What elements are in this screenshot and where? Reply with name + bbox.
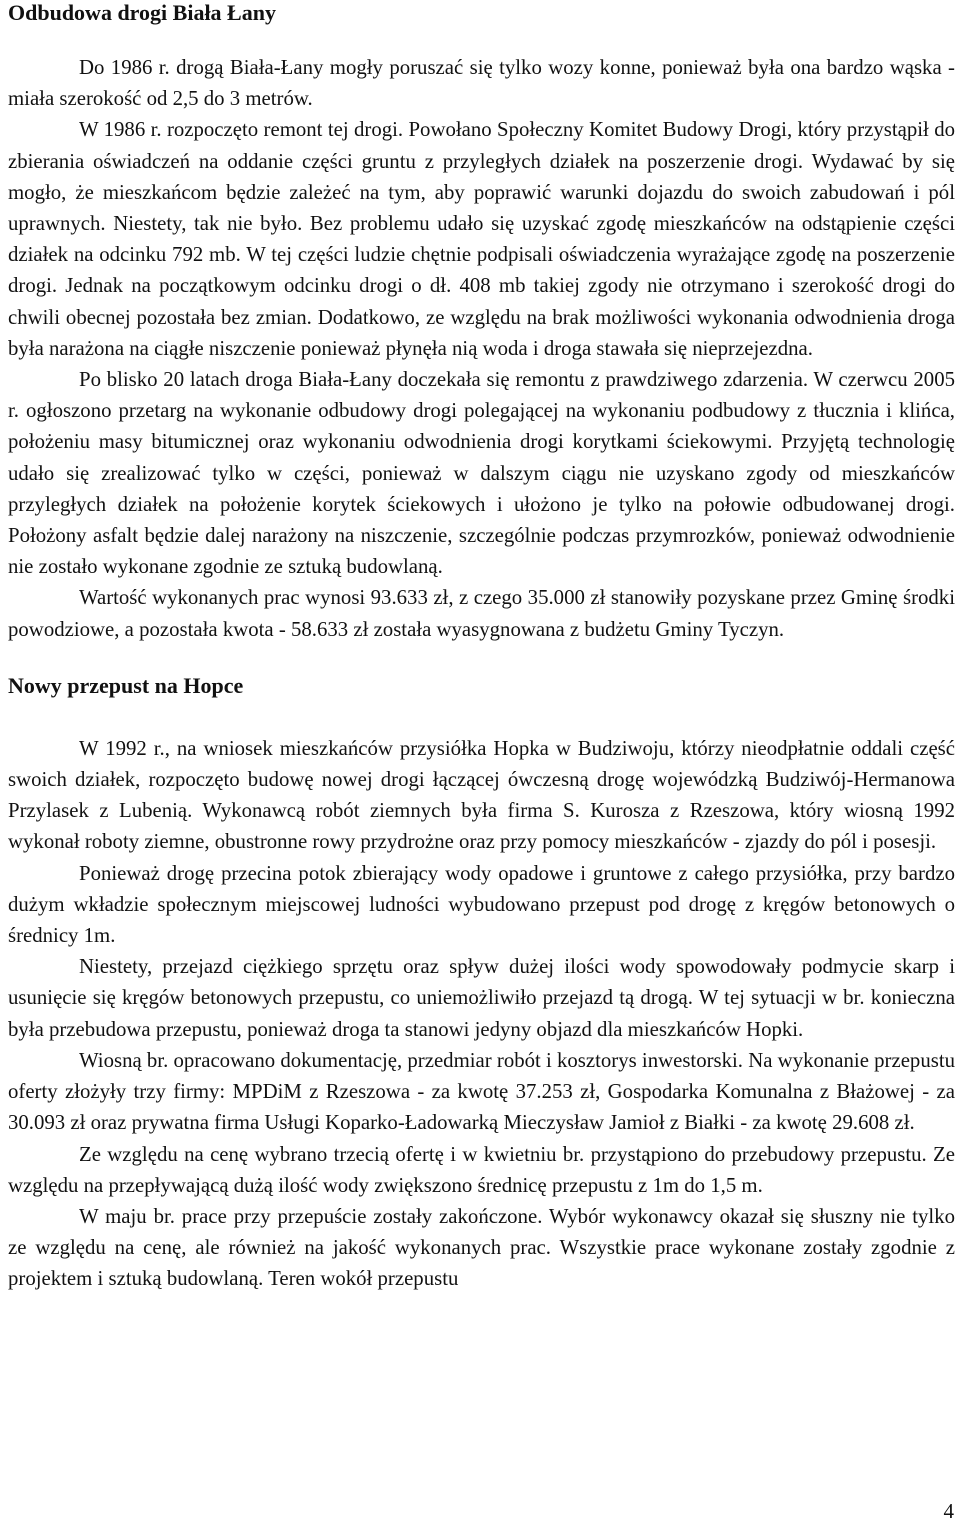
document-page [8,0,955,1295]
paragraph: Ze względu na cenę wybrano trzecią ofertę i w kwietniu br. przystąpiono do przebudowy przepustu. Ze względu na przepływającą dużą ilość wody zwiększono średnicę przepustu z 1m do 1,5 m. [8,1142,955,1197]
paragraph: Niestety, przejazd ciężkiego sprzętu oraz spływ dużej ilości wody spowodowały podmycie skarp i usunięcie się kręgów betonowych przepustu, co uniemożliwiło przejazd tą drogą. W tej sytuacji w br. konieczna była przebudowa przepustu, ponieważ droga ta stanowi jedyny objazd dla mieszkańców Hopki. [8,955,955,1041]
paragraph: W 1986 r. rozpoczęto remont tej drogi. Powołano Społeczny Komitet Budowy Drogi, który przystąpił do zbierania oświadczeń na oddanie części gruntu z przyległych działek na poszerzenie drogi. Wydawać by się mogło, że mieszkańcom będzie zależeć na tym, aby poprawić warunki dojazdu do swoich zabudowań i pól uprawnych. Niestety, tak nie było. Bez problemu udało się uzyskać zgodę mieszkańców na odstąpienie części działek na odcinku 792 mb. W tej części ludzie chętnie podpisali oświadczenia wyrażające zgodę na poszerzenie drogi. Jednak na początkowym odcinku drogi o dł. 408 mb takiej zgody nie otrzymano i szerokość drogi do chwili obecnej pozostała bez zmian. Dodatkowo, ze względu na brak możliwości wykonania odwodnienia droga była narażona na ciągłe niszczenie ponieważ płynęła nią woda i droga stawała się nieprzejezdna. [8,118,955,360]
paragraph: Po blisko 20 latach droga Biała-Łany doczekała się remontu z prawdziwego zdarzenia. W czerwcu 2005 r. ogłoszono przetarg na wykonanie odbudowy drogi polegającej na wykonaniu podbudowy z tłucznia i klińca, położeniu masy bitumicznej oraz wykonaniu odwodnienia drogi korytkami ściekowymi. Przyjętą technologię udało się zrealizować tylko w części, ponieważ w dalszym ciągu nie uzyskano zgody od mieszkańców przyległych działek na położenie korytek ściekowych i ułożono je tylko na połowie odbudowanej drogi. Położony asfalt będzie dalej narażony na niszczenie, szczególnie podczas przymrozków, ponieważ odwodnienie nie zostało wykonane zgodnie ze sztuką budowlaną. [8,368,955,579]
paragraph: Wartość wykonanych prac wynosi 93.633 zł, z czego 35.000 zł stanowiły pozyskane przez Gminę środki powodziowe, a pozostała kwota - 58.633 zł została wyasygnowana z budżetu Gminy Tyczyn. [8,586,955,641]
section-title-culvert-hopka: Nowy przepust na Hopce [8,672,244,698]
paragraph: Ponieważ drogę przecina potok zbierający wody opadowe i gruntowe z całego przysiółka, przy bardzo dużym wkładzie społecznym miejscowej ludności wybudowano przepust pod drogę z kręgów betonowych o średnicy 1m. [8,861,955,948]
paragraph: Wiosną br. opracowano dokumentację, przedmiar robót i kosztorys inwestorski. Na wykonanie przepustu oferty złożyły trzy firmy: MPDiM z Rzeszowa - za kwotę 37.253 zł, Gospodarka Komunalna z Błażowej - za 30.093 zł oraz prywatna firma Usługi Koparko-Ładowarką Mieczysław Jamioł z Białki - za kwotę 29.608 zł. [8,1048,955,1135]
page-number: 4 [943,1499,954,1523]
paragraph: W maju br. prace przy przepuście zostały zakończone. Wybór wykonawcy okazał się słuszny nie tylko ze względu na cenę, ale również na jakość wykonanych prac. Wszystkie prace wykonane zostały zgodnie z projektem i sztuką budowlaną. Teren wokół przepustu [8,1204,955,1291]
paragraph: Do 1986 r. drogą Biała-Łany mogły poruszać się tylko wozy konne, ponieważ była ona bardzo wąska - miała szerokość od 2,5 do 3 metrów. [8,56,955,111]
section-title-road-biala-lany: Odbudowa drogi Biała Łany [8,0,276,25]
paragraph: W 1992 r., na wniosek mieszkańców przysiółka Hopka w Budziwoju, którzy nieodpłatnie oddali część swoich działek, rozpoczęto budowę nowej drogi łączącej ówczesną drogę wojewódzką Budziwój-Hermanowa Przylasek z Lubenią. Wykonawcą robót ziemnych była firma S. Kurosza z Rzeszowa, który wiosną 1992 wykonał roboty ziemne, obustronne rowy przydrożne oraz przy pomocy mieszkańców - zjazdy do pól i posesji. [8,736,955,854]
